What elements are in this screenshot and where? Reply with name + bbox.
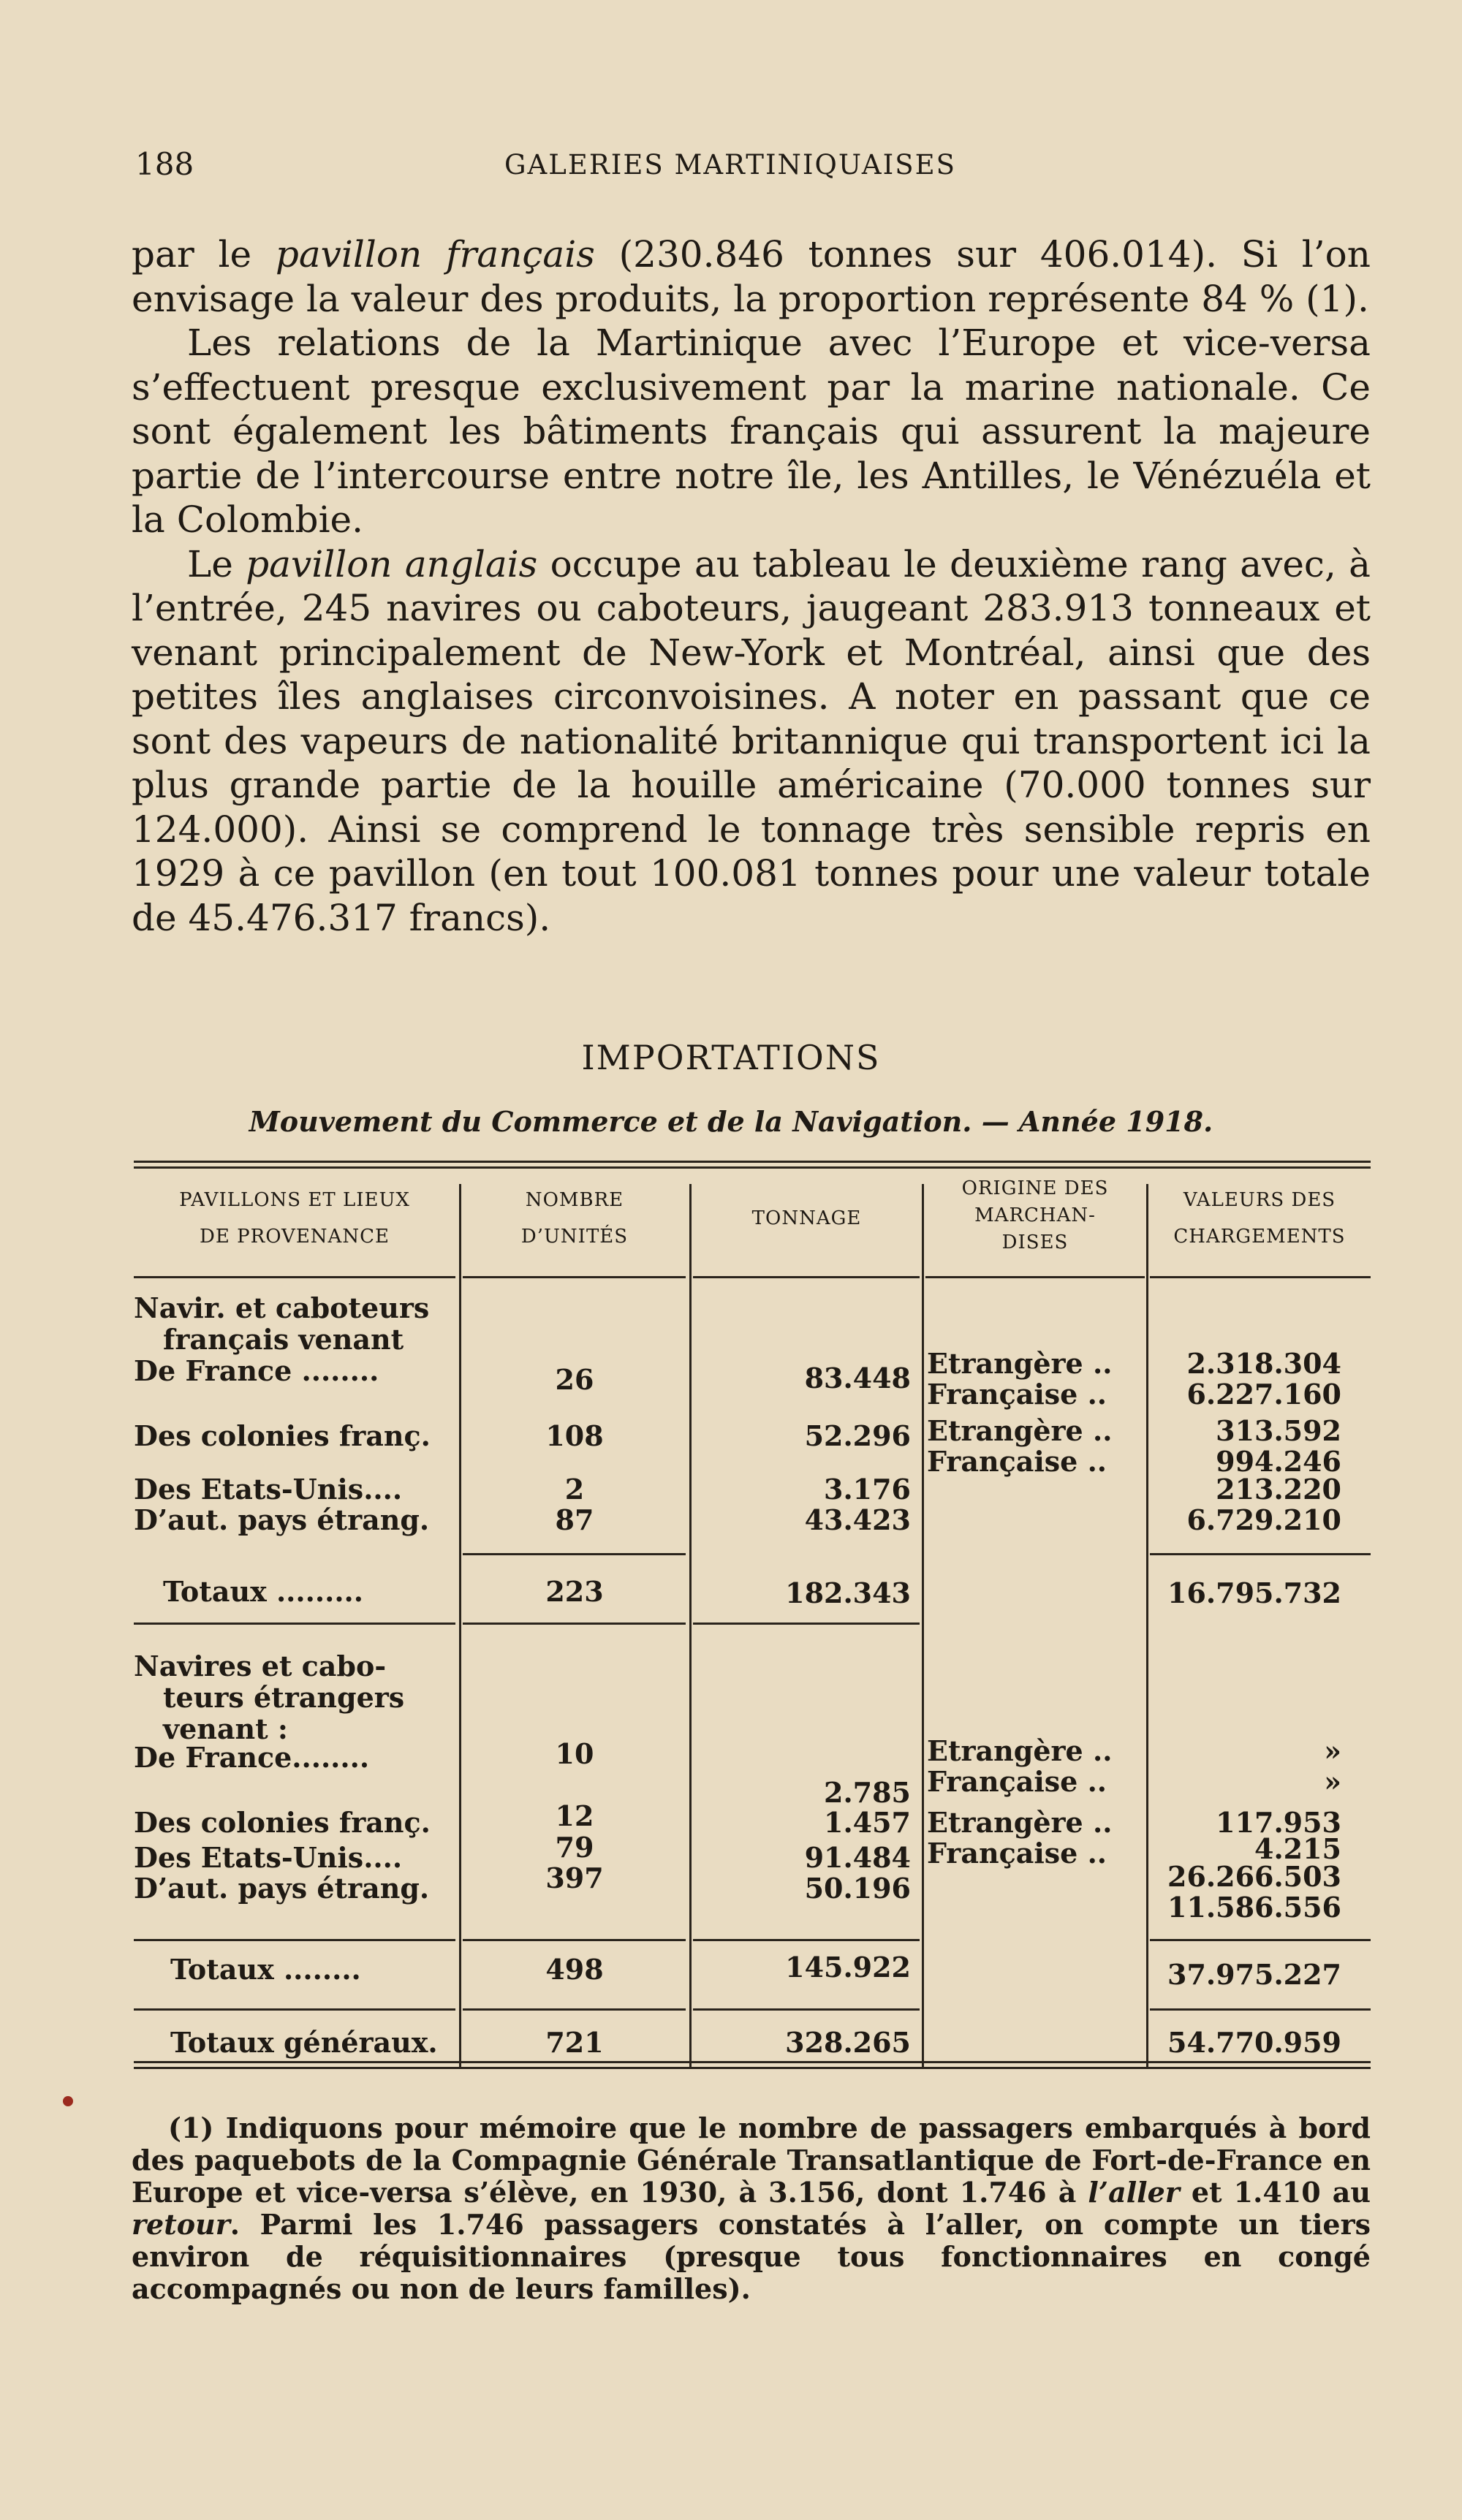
grand-total-units: 721 — [545, 2026, 604, 2059]
top-rule — [134, 1161, 1371, 1163]
foreign-row4-label: D’aut. pays étrang. — [134, 1872, 430, 1905]
footnote — [132, 2112, 1371, 2305]
french-row2-units: 108 — [545, 1419, 604, 1452]
foreign-total-rule-3 — [693, 1939, 920, 1941]
foreign-row4-value: 11.586.556 — [1167, 1891, 1341, 1924]
header-rule-2 — [463, 1276, 686, 1278]
page-header — [135, 146, 1371, 190]
foreign-row4-tonnage: 50.196 — [804, 1872, 911, 1905]
french-total-units: 223 — [545, 1575, 604, 1608]
footnote-italic-retour: retour — [132, 2208, 230, 2241]
foreign-row3-label: Des Etats-Unis.... — [134, 1841, 403, 1874]
french-row1-units: 26 — [555, 1363, 594, 1396]
foreign-total-rule-1 — [134, 1939, 455, 1941]
foreign-row2-value1: 117.953 — [1216, 1806, 1341, 1839]
french-row4-label: D’aut. pays étrang. — [134, 1503, 430, 1536]
french-total-tonnage: 182.343 — [785, 1576, 911, 1609]
french-end-rule-3 — [693, 1623, 920, 1625]
french-row1-tonnage: 83.448 — [804, 1362, 911, 1394]
imports-table — [134, 1161, 1371, 2067]
p1-italic: pavillon français — [275, 233, 595, 276]
col-divider-3 — [922, 1184, 924, 2068]
body-text — [132, 232, 1371, 940]
header-col1-line2: DE PROVENANCE — [200, 1226, 390, 1248]
col-divider-2 — [689, 1184, 692, 2068]
french-row4-tonnage: 43.423 — [804, 1503, 911, 1536]
header-col2-line1: NOMBRE — [525, 1189, 624, 1211]
french-total-value: 16.795.732 — [1167, 1576, 1341, 1609]
french-row4-units: 87 — [555, 1503, 594, 1536]
footnote-part1: (1) Indiquons pour mémoire que le nombre de passagers embarqués à bord des paquebots de la Compagnie Générale Transatlantique de Fort-de-France en Europe et vice-versa s’élève, en 1930, à 3.156, dont 1.746 à — [132, 2111, 1371, 2209]
french-group-line2: français venant — [163, 1323, 404, 1356]
foreign-total-label: Totaux ........ — [170, 1953, 361, 1986]
foreign-group-line2: teurs étrangers — [163, 1681, 405, 1714]
header-rule-5 — [1150, 1276, 1371, 1278]
french-row2-value1: 313.592 — [1216, 1414, 1341, 1447]
foreign-group-line1: Navires et cabo- — [134, 1650, 387, 1682]
foreign-row1-units: 10 — [555, 1737, 594, 1770]
footnote-italic-aller: l’aller — [1088, 2176, 1180, 2209]
french-row1-origin2: Française .. — [927, 1378, 1107, 1411]
header-rule-1 — [134, 1276, 455, 1278]
grand-total-tonnage: 328.265 — [785, 2026, 911, 2059]
p1-text: par le — [132, 233, 276, 276]
header-col1-line1: PAVILLONS ET LIEUX — [179, 1189, 410, 1211]
french-row1-value1: 2.318.304 — [1186, 1347, 1341, 1380]
grand-rule-5 — [1150, 2008, 1371, 2011]
foreign-row3-tonnage: 91.484 — [804, 1841, 911, 1874]
header-col4-line1: ORIGINE DES — [961, 1177, 1109, 1199]
foreign-row2-label: Des colonies franç. — [134, 1806, 431, 1839]
page-number: 188 — [135, 146, 194, 182]
french-row3-label: Des Etats-Unis.... — [134, 1473, 403, 1506]
p3-italic: pavillon anglais — [246, 542, 538, 585]
french-row2-label: Des colonies franç. — [134, 1419, 431, 1452]
foreign-row1-label: De France........ — [134, 1741, 370, 1774]
french-group-line1: Navir. et caboteurs — [134, 1291, 430, 1324]
p1-text-end: (230.846 tonnes sur 406.014). Si l’on envisage la valeur des produits, la proportion représente 84 % (1). — [132, 233, 1371, 320]
footnote-text — [132, 2112, 1371, 2305]
running-title: GALERIES MARTINIQUAISES — [504, 149, 956, 181]
french-end-rule-1 — [134, 1623, 455, 1625]
p3-text: Le — [187, 542, 246, 585]
grand-rule-2 — [463, 2008, 686, 2011]
foreign-row3-units: 79 — [555, 1831, 594, 1864]
header-col4-line2: MARCHAN- — [974, 1204, 1096, 1226]
footnote-part2: et 1.410 au — [1179, 2176, 1371, 2209]
french-row1-value2: 6.227.160 — [1186, 1378, 1341, 1411]
paragraph-2: Les relations de la Martinique avec l’Europe et vice-versa s’effectuent presque exclusivement par la marine nationale. Ce sont également les bâtiments français qui assurent la majeure partie de l’intercourse entre notre île, les Antilles, le Vénézuéla et la Colombie. — [132, 322, 1371, 541]
header-col4-line3: DISES — [1001, 1231, 1069, 1253]
french-row3-units: 2 — [564, 1473, 585, 1506]
french-row3-tonnage: 3.176 — [824, 1473, 911, 1506]
foreign-row2-origin1: Etrangère .. — [927, 1806, 1113, 1839]
french-row3-value: 213.220 — [1216, 1473, 1341, 1506]
header-rule-4 — [925, 1276, 1145, 1278]
section-title: IMPORTATIONS — [581, 1038, 881, 1077]
french-row2-origin2: Française .. — [927, 1445, 1107, 1478]
foreign-row2-origin2: Française .. — [927, 1837, 1107, 1870]
header-col3: TONNAGE — [751, 1207, 862, 1229]
grand-rule-3 — [693, 2008, 920, 2011]
foreign-total-tonnage: 145.922 — [785, 1951, 911, 1984]
french-row4-value: 6.729.210 — [1186, 1503, 1341, 1536]
foreign-total-rule-5 — [1150, 1939, 1371, 1941]
french-row2-tonnage: 52.296 — [804, 1419, 911, 1452]
grand-rule-1 — [134, 2008, 455, 2011]
grand-total-label: Totaux généraux. — [170, 2026, 438, 2059]
bottom-rule — [134, 2061, 1371, 2063]
foreign-group-line3: venant : — [163, 1712, 288, 1745]
header-col5-line2: CHARGEMENTS — [1173, 1226, 1346, 1248]
bottom-rule-2 — [134, 2067, 1371, 2069]
foreign-total-value: 37.975.227 — [1167, 1958, 1341, 1991]
foreign-total-units: 498 — [545, 1953, 604, 1986]
header-col5-line1: VALEURS DES — [1183, 1189, 1336, 1211]
header-rule-3 — [693, 1276, 920, 1278]
french-row2-origin1: Etrangère .. — [927, 1414, 1113, 1447]
foreign-row2-value2: 4.215 — [1254, 1832, 1341, 1865]
header-col2-line2: D’UNITÉS — [520, 1226, 629, 1248]
paragraph-1 — [132, 232, 1371, 321]
foreign-row1-origin1: Etrangère .. — [927, 1734, 1113, 1767]
foreign-row1-origin2: Française .. — [927, 1765, 1107, 1798]
ink-spot — [63, 2096, 73, 2106]
foreign-row4-units: 397 — [545, 1861, 604, 1894]
foreign-row1-value2: » — [1324, 1765, 1341, 1798]
french-total-rule-5 — [1150, 1553, 1371, 1555]
foreign-row3-value: 26.266.503 — [1167, 1860, 1341, 1893]
foreign-row2-units: 12 — [555, 1799, 594, 1832]
french-total-rule-2 — [463, 1553, 686, 1555]
french-end-rule-2 — [463, 1623, 686, 1625]
col-divider-1 — [459, 1184, 461, 2068]
top-rule-2 — [134, 1166, 1371, 1169]
french-row1-label: De France ........ — [134, 1354, 379, 1387]
french-total-label: Totaux ......... — [163, 1575, 364, 1608]
grand-total-value: 54.770.959 — [1167, 2026, 1341, 2059]
col-divider-4 — [1146, 1184, 1148, 2068]
french-row1-origin1: Etrangère .. — [927, 1347, 1113, 1380]
french-row2-value2: 994.246 — [1216, 1445, 1341, 1478]
paragraph-3 — [132, 542, 1371, 941]
foreign-row2-tonnage: 1.457 — [824, 1806, 911, 1839]
foreign-row1-value1: » — [1324, 1734, 1341, 1767]
table-caption: Mouvement du Commerce et de la Navigation. — Année 1918. — [249, 1105, 1213, 1138]
footnote-part3: . Parmi les 1.746 passagers constatés à l’aller, on compte un tiers environ de réquisitionnaires (presque tous fonctionnaires en congé accompagnés ou non de leurs familles). — [132, 2208, 1371, 2305]
p3-text-end: occupe au tableau le deuxième rang avec, à l’entrée, 245 navires ou caboteurs, jaugeant 283.913 tonneaux et venant principalement de New-York et Montréal, ainsi que des petites îles anglaises circonvoisines. A noter en passant que ce sont des vapeurs de nationalité britannique qui transportent ici la plus grande partie de la houille américaine (70.000 tonnes sur 124.000). Ainsi se comprend le tonnage très sensible repris en 1929 à ce pavillon (en tout 100.081 tonnes pour une valeur totale de 45.476.317 francs). — [132, 542, 1371, 939]
foreign-tonnage-a: 2.785 — [824, 1776, 911, 1809]
foreign-total-rule-2 — [463, 1939, 686, 1941]
